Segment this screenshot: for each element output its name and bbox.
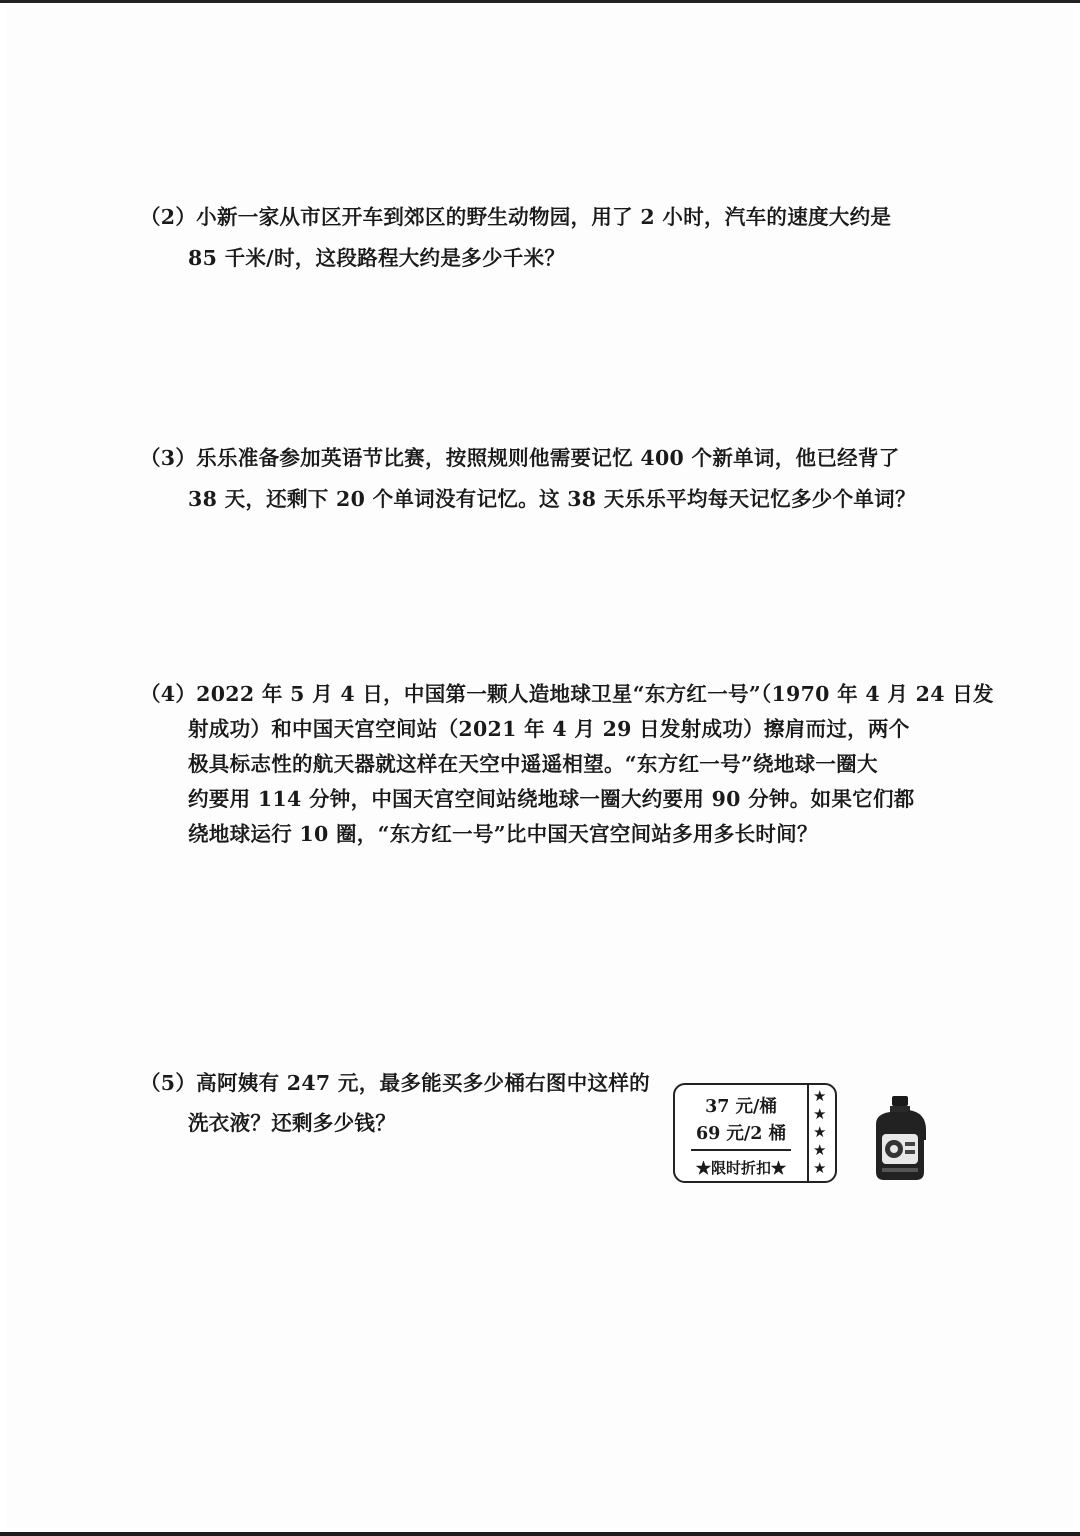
question-4-line-2: 射成功）和中国天宫空间站（2021 年 4 月 29 日发射成功）擦肩而过，两个 — [188, 717, 910, 741]
star-icon: ★ — [813, 1123, 827, 1141]
price-double: 69 元/2 桶 — [695, 1124, 787, 1144]
star-icon: ★ — [813, 1087, 827, 1105]
stars-column — [808, 1085, 834, 1181]
price-tag — [673, 1083, 837, 1183]
question-4-line-4: 约要用 114 分钟，中国天宫空间站绕地球一圈大约要用 90 分钟。如果它们都 — [188, 787, 915, 811]
star-icon: ★ — [813, 1159, 827, 1177]
star-icon: ★ — [813, 1141, 827, 1159]
top-border — [0, 0, 1080, 3]
question-5-line-1: （5）高阿姨有 247 元，最多能买多少桶右图中这样的 — [140, 1071, 650, 1095]
question-5-line-2: 洗衣液？还剩多少钱？ — [188, 1111, 396, 1135]
question-2-line-2: 85 千米/时，这段路程大约是多少千米？ — [188, 246, 566, 270]
price-tag-main — [675, 1085, 809, 1181]
promo-label: ★限时折扣★ — [695, 1159, 786, 1177]
bottom-border — [0, 1532, 1080, 1536]
question-3-line-2: 38 天，还剩下 20 个单词没有记忆。这 38 天乐乐平均每天记忆多少个单词？ — [188, 487, 916, 511]
price-single: 37 元/桶 — [705, 1097, 777, 1117]
question-3-line-1: （3）乐乐准备参加英语节比赛，按照规则他需要记忆 400 个新单词，他已经背了 — [140, 446, 900, 470]
star-icon: ★ — [813, 1105, 827, 1123]
question-4-line-5: 绕地球运行 10 圈，“东方红一号”比中国天宫空间站多用多长时间？ — [188, 822, 818, 846]
question-2-line-1: （2）小新一家从市区开车到郊区的野生动物园，用了 2 小时，汽车的速度大约是 — [140, 205, 892, 229]
detergent-bottle-icon — [868, 1094, 932, 1182]
question-4-line-1: （4）2022 年 5 月 4 日，中国第一颗人造地球卫星“东方红一号”（1970 年 4 月 24 日发 — [140, 682, 994, 706]
price-divider — [691, 1149, 791, 1151]
question-4-line-3: 极具标志性的航天器就这样在天空中遥遥相望。“东方红一号”绕地球一圈大 — [188, 752, 878, 776]
